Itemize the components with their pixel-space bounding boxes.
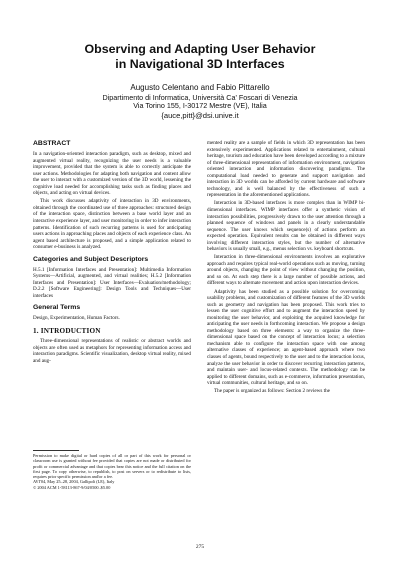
right-paragraph-1: mented reality are a sample of fields in which 3D representation has been extensively experimented. Applications related to entertainment, cultural heritage, tourism and education have been developed according to a mixture of three-dimensional representation of information environment, navigation oriented interaction and information discovering paradigms. The computational load needed to generate and support navigation and interaction in 3D worlds can be afforded by current hardware and software technology, and is well balanced by the effectiveness of such a representation in the aforementioned applications. bbox=[207, 140, 365, 199]
abstract-paragraph-1: In a navigation-oriented interaction paradigm, such as desktop, mixed and augmented virtual reality, recognizing the user needs is a valuable improvement, provided that the system is able to correctly anticipate the user actions. Methodologies for adapting both navigation and content allow the user to interact with a customized version of the 3D world, lessening the cognitive load needed for accomplishing tasks such as finding places and objects, and acting on virtual devices. bbox=[33, 151, 191, 197]
title-line-1: Observing and Adapting User Behavior bbox=[84, 42, 316, 56]
abstract-heading: ABSTRACT bbox=[33, 140, 71, 147]
paper-title bbox=[0, 42, 400, 72]
title-line-2: in Navigational 3D Interfaces bbox=[115, 57, 285, 71]
affiliation-line-2: Via Torino 155, I-30172 Mestre (VE), Italia bbox=[133, 101, 267, 111]
right-paragraph-4: Adaptivity has been studied as a possible solution for overcoming usability problems, and customization of different features of the 3D worlds such as geometry and navigation has been proposed. This work tries to lessen the user cognitive effort and to augment the interaction speed by monitoring the user behavior, and exploiting the acquired knowledge for anticipating the user needs in forthcoming interaction. We propose a design methodology based on three elements: a way to organize the three-dimensional space based on the concept of interaction locus; a selection mechanism able to configure the interaction space with one among alternative classes of experience; an agent-based approach where two classes of agents, bound respectively to the user and to the interaction locus, analyze the user behavior in order to discover recurring interaction patterns, and maintain user- and locus-related contexts. The methodology can be applied to different domains, such as e-commerce, information presentation, virtual communities, cultural heritage, and so on. bbox=[207, 288, 365, 387]
general-terms-text: Design, Experimentation, Human Factors. bbox=[33, 315, 120, 322]
right-paragraph-2: Interaction in 3D-based interfaces is more complex than in WIMP bi-dimensional interfaces. WIMP interfaces offer a synthetic vision of interaction possibilities, progressively drawn to the user attention through a planned sequence of windows and panels in a clearly understandable sequence. The user knows which sequence(s) of actions perform an expected operation. Equivalent results can be obtained in different ways involving different interaction styles, but the number of alternative behaviors is usually small, e.g., menus selection vs. keyboard shortcuts. bbox=[207, 200, 365, 253]
right-paragraph-3: Interaction in three-dimensional environments involves an explorative approach and requires typical real-world operations such as moving, turning around objects, changing the point of view without changing the position, and so on. At each step there is a large number of possible actions, and different ways to alternate movement and action upon interaction devices. bbox=[207, 254, 365, 287]
right-column bbox=[207, 140, 365, 396]
affiliation-line-1: Dipartimento di Informatica, Università Ca' Foscari di Venezia bbox=[102, 92, 298, 102]
permission-text: Permission to make digital or hard copies of all or part of this work for personal or classroom use is granted without fee provided that copies are not made or distributed for profit or commercial advantage and that copies bear this notice and the full citation on the first page. To copy otherwise, to republish, to post on servers or to redistribute to lists, requires prior specific permission and/or a fee. bbox=[33, 453, 191, 480]
categories-text: H.5.1 [Information Interfaces and Presentation]: Multimedia Information Systems—Artificial, augmented, and virtual realities; H.5.2 [Information Interfaces and Presentation]: User Interfaces—Evaluation/methodology; D.2.2 [Software Engineering]: Design Tools and Techniques—User interfaces bbox=[33, 266, 191, 299]
author-block bbox=[0, 84, 400, 120]
introduction-paragraph-1: Three-dimensional representations of realistic or abstract worlds and objects are often used as metaphors for representing information access and interaction paradigms. Scientific visualization, desktop virtual reality, mixed and aug- bbox=[33, 337, 191, 364]
right-paragraph-5: The paper is organized as follows: Section 2 reviews the bbox=[214, 388, 330, 395]
left-column bbox=[33, 140, 191, 366]
abstract-paragraph-2: This work discusses adaptivity of interaction in 3D environments, obtained through the coordinated use of three approaches: structured design of the interaction space, distinction between a base world layer and an interactive experience layer, and user monitoring in order to infer interaction patterns. Identification of such recurring patterns is used for anticipating users actions in approaching places and objects of each experience class. An agent based architecture is proposed, and a simple application related to consumer e-business is analyzed. bbox=[33, 198, 191, 251]
general-terms-heading: General Terms bbox=[33, 304, 81, 312]
conference-text: AVI'04, May 25–28, 2004, Gallipoli (LE), Italy bbox=[33, 479, 115, 485]
author-email[interactable]: {auce,pitt}@dsi.unive.it bbox=[161, 110, 239, 120]
categories-heading: Categories and Subject Descriptors bbox=[33, 255, 149, 263]
author-names: Augusto Celentano and Fabio Pittarello bbox=[130, 83, 270, 92]
footnote-divider bbox=[33, 450, 79, 451]
introduction-heading: 1. INTRODUCTION bbox=[33, 326, 101, 335]
copyright-text: © 2004 ACM 1-58113-867-9/04/0500..$5.00 bbox=[33, 484, 111, 490]
page-number: 275 bbox=[195, 544, 205, 550]
permission-notice bbox=[33, 453, 191, 490]
